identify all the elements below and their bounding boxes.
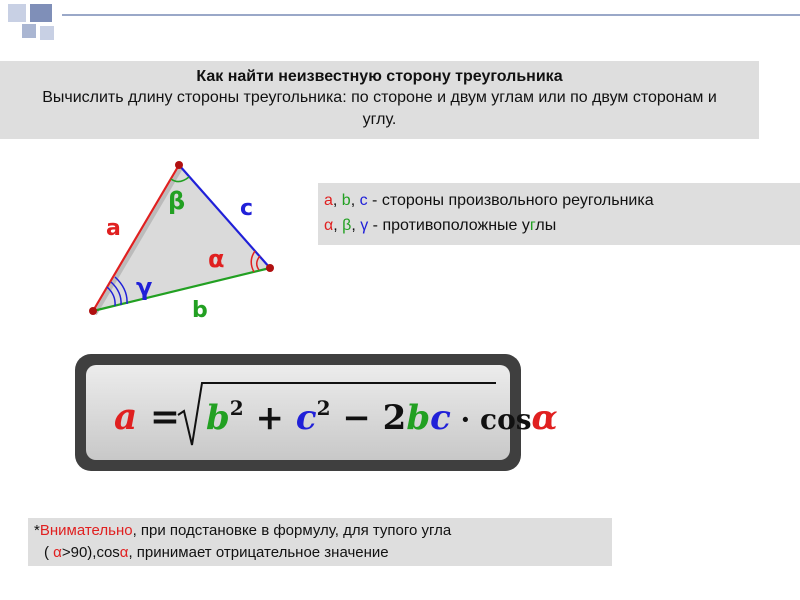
- legend-angles-text: - противоположные у: [368, 217, 530, 234]
- decor-square-2: [30, 4, 52, 22]
- legend-sep: ,: [350, 192, 360, 209]
- formula-sq1: 2: [229, 396, 244, 420]
- formula-plus: +: [243, 398, 296, 438]
- note-text-2: , принимает отрицательное значение: [128, 544, 389, 561]
- note-gt90: >90),: [61, 544, 97, 561]
- header-box: [0, 61, 759, 139]
- formula-c2: c: [430, 398, 451, 438]
- page-title: Как найти неизвестную сторону треугольника: [196, 68, 563, 85]
- formula-cos: · cos: [450, 403, 532, 436]
- svg-text:a =: [114, 396, 180, 438]
- legend-sides-text: - стороны произвольного реугольника: [367, 192, 654, 209]
- legend-gamma: γ: [360, 217, 369, 234]
- label-side-a: a: [106, 216, 121, 241]
- formula-b: b: [206, 398, 230, 438]
- formula-c: c: [295, 398, 317, 438]
- label-angle-alpha: α: [208, 245, 225, 273]
- vertex-right: [266, 264, 274, 272]
- legend-angles-text-end: лы: [535, 217, 557, 234]
- decor-square-4: [40, 26, 54, 40]
- decor-square-3: [22, 24, 36, 38]
- formula-lhs: a: [114, 396, 138, 438]
- note-attention: Внимательно: [39, 522, 133, 539]
- note-box: [28, 518, 612, 566]
- decor-square-1: [8, 4, 26, 22]
- legend-b: b: [341, 192, 351, 209]
- note-alpha-2: α: [119, 544, 129, 561]
- formula-equals: =: [137, 396, 181, 438]
- page-subtitle: Вычислить длину стороны треугольника: по стороне и двум углам или по двум сторонам и углу.: [42, 89, 717, 128]
- legend-sep: ,: [333, 217, 343, 234]
- vertex-left: [89, 307, 97, 315]
- legend-sep: ,: [351, 217, 361, 234]
- legend-sep: ,: [332, 192, 342, 209]
- label-side-b: b: [192, 298, 208, 323]
- legend-angles-line: [324, 217, 556, 235]
- triangle-figure: [80, 155, 290, 325]
- formula-panel: [86, 365, 558, 460]
- note-star: *: [34, 522, 40, 539]
- label-angle-beta: β: [168, 187, 186, 215]
- legend-beta: β: [342, 217, 352, 234]
- legend-alpha: α: [324, 217, 334, 234]
- formula-sq2: 2: [316, 396, 331, 420]
- formula-b2: b: [406, 398, 431, 438]
- label-side-c: c: [240, 196, 254, 221]
- note-line-2: [44, 544, 389, 561]
- legend-a: a: [324, 192, 333, 209]
- legend-angles-text-g: г: [529, 217, 536, 234]
- note-alpha-1: α: [53, 544, 62, 561]
- svg-text:b2 + c2 − 2bc · cosα: [206, 396, 558, 438]
- formula-frame: [75, 354, 558, 471]
- formula-alpha: α: [531, 398, 558, 438]
- formula-svg: [86, 365, 558, 460]
- decor-top-line: [62, 14, 800, 16]
- legend-c: c: [359, 192, 368, 209]
- formula-minus: − 2: [330, 398, 407, 438]
- label-angle-gamma: γ: [136, 273, 153, 301]
- note-text-1: , при подстановке в формулу, для тупого угла: [132, 522, 452, 539]
- vertex-top: [175, 161, 183, 169]
- legend-box: [318, 183, 800, 245]
- legend-sides-line: [324, 192, 654, 210]
- note-line-1: [34, 522, 451, 539]
- note-open: (: [44, 544, 54, 561]
- note-cos: cos: [96, 544, 120, 561]
